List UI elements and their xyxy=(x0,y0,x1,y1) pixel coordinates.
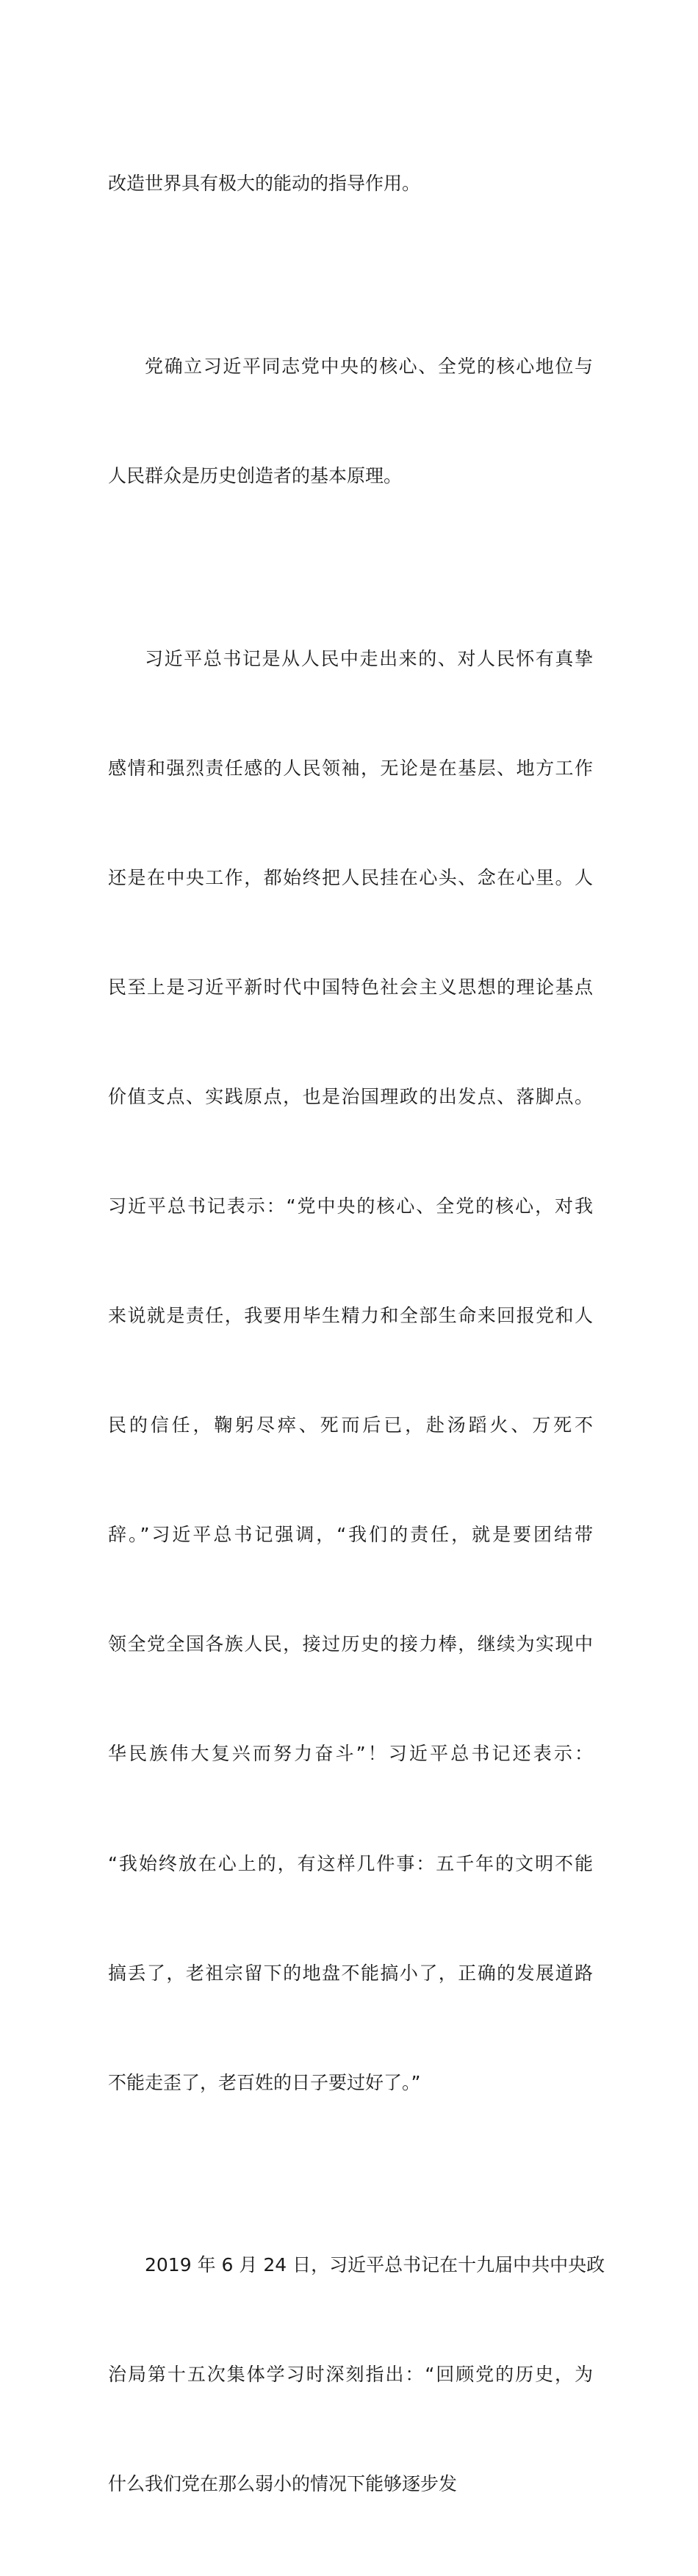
paragraph xyxy=(108,276,593,568)
text-line: 治局第十五次集体学习时深刻指出：“回顾党的历史，为 xyxy=(108,2364,593,2386)
text-line: 搞丢了，老祖宗留下的地盘不能搞小了，正确的发展道路 xyxy=(108,1962,593,1984)
paragraph xyxy=(108,567,593,2174)
text-line: 价值支点、实践原点，也是治国理政的出发点、落脚点。 xyxy=(108,1085,593,1107)
text-line: 民的信任，鞠躬尽瘁、死而后已，赴汤蹈火、万死不 xyxy=(108,1414,593,1436)
text-line: 感情和强烈责任感的人民领袖，无论是在基层、地方工作 xyxy=(108,757,593,779)
text-line: 党确立习近平同志党中央的核心、全党的核心地位与 xyxy=(145,355,593,377)
paragraph xyxy=(108,93,593,276)
text-line: 2019 年 6 月 24 日，习近平总书记在十九届中共中央政 xyxy=(145,2254,605,2276)
text-line: 来说就是责任，我要用毕生精力和全部生命来回报党和人 xyxy=(108,1305,593,1327)
text-line: 人民群众是历史创造者的基本原理。 xyxy=(108,465,403,486)
text-line: 习近平总书记是从人民中走出来的、对人民怀有真挚 xyxy=(145,647,593,669)
body-text xyxy=(108,93,605,2576)
text-line: 辞。”习近平总书记强调，“我们的责任，就是要团结带 xyxy=(108,1524,593,1546)
paragraph xyxy=(108,2174,605,2576)
text-line: 华民族伟大复兴而努力奋斗”！习近平总书记还表示： xyxy=(108,1743,593,1765)
text-line: 习近平总书记表示：“党中央的核心、全党的核心，对我 xyxy=(108,1195,593,1217)
text-line: 不能走歪了，老百姓的日子要过好了。” xyxy=(108,2071,421,2093)
text-line: “我始终放在心上的，有这样几件事：五千年的文明不能 xyxy=(108,1852,593,1874)
text-line: 改造世界具有极大的能动的指导作用。 xyxy=(108,173,421,195)
text-line: 民至上是习近平新时代中国特色社会主义思想的理论基点 xyxy=(108,976,593,998)
text-line: 还是在中央工作，都始终把人民挂在心头、念在心里。人 xyxy=(108,866,593,888)
text-line: 领全党全国各族人民，接过历史的接力棒，继续为实现中 xyxy=(108,1633,593,1655)
text-line: 什么我们党在那么弱小的情况下能够逐步发 xyxy=(108,2473,458,2495)
